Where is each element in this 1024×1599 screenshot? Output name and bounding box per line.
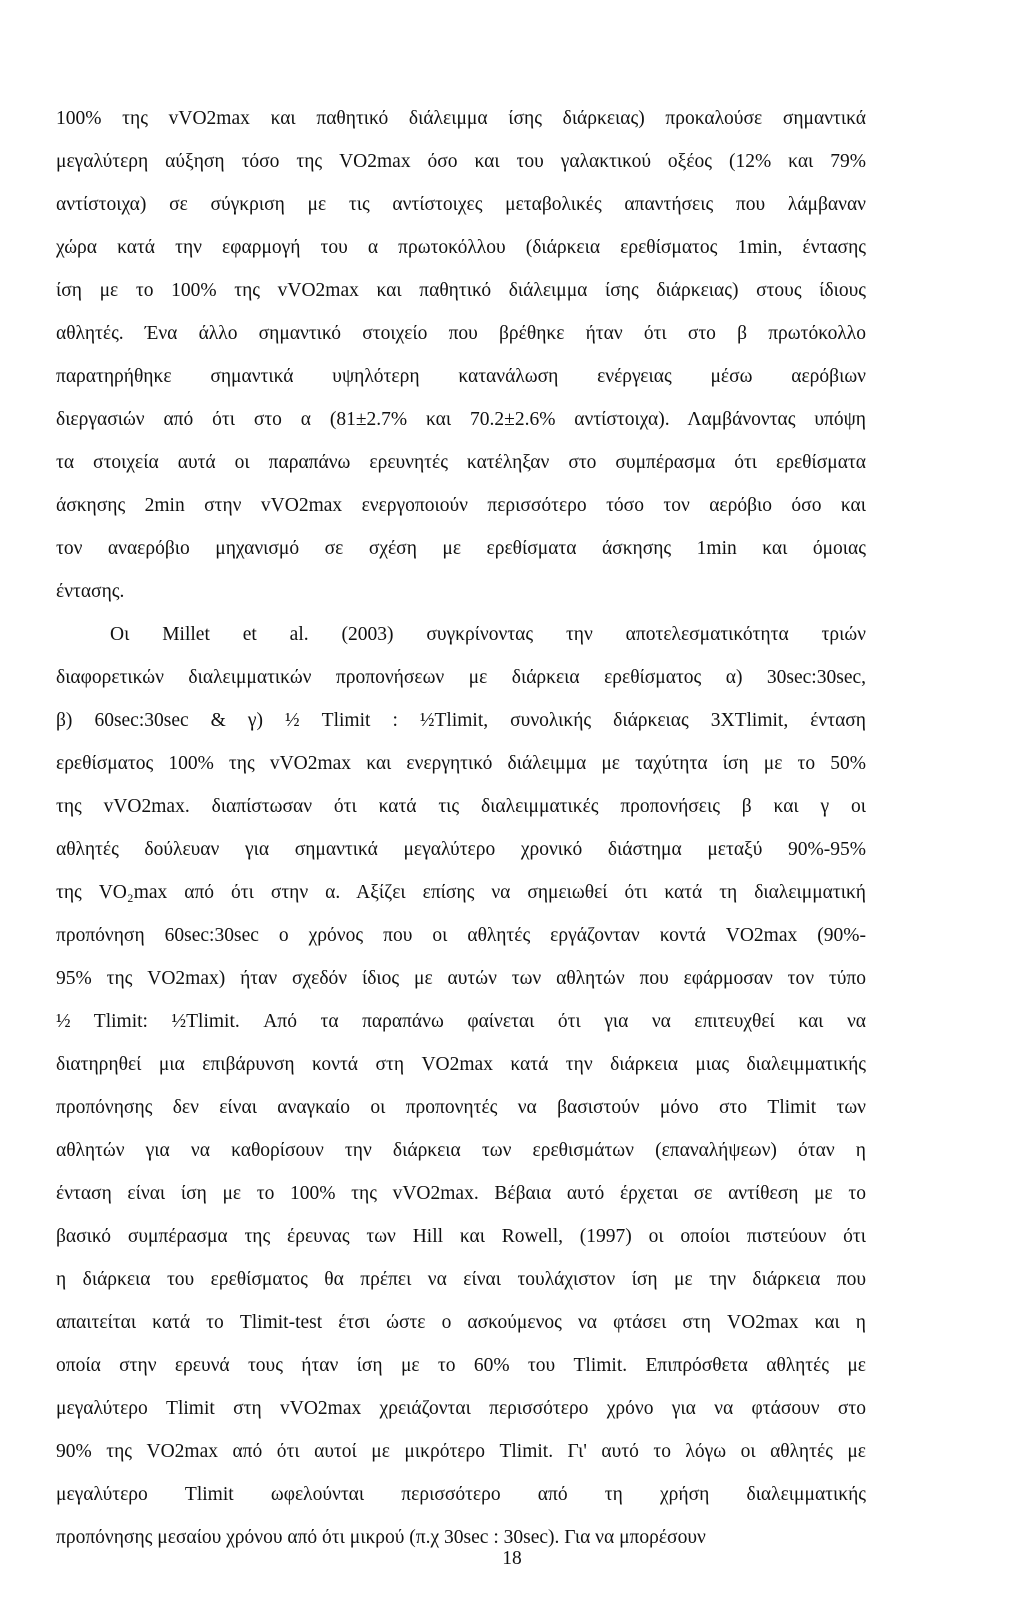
text-line-23: διατηρηθεί μια επιβάρυνση κοντά στη VO2max κατά την διάρκεια μιας διαλειμματικής bbox=[56, 1054, 866, 1075]
text-line-16: ερεθίσματος 100% της vVO2max και ενεργητικό διάλειμμα με ταχύτητα ίση με το 50% bbox=[56, 753, 866, 774]
text-line-10: άσκησης 2min στην vVO2max ενεργοποιούν περισσότερο τόσο τον αερόβιο όσο και bbox=[56, 495, 866, 516]
text-line-26: ένταση είναι ίση με το 100% της vVO2max. Βέβαια αυτό έρχεται σε αντίθεση με το bbox=[56, 1183, 866, 1204]
text-line-30: οποία στην ερευνά τους ήταν ίση με το 60% του Tlimit. Επιπρόσθετα αθλητές με bbox=[56, 1355, 866, 1376]
text-line-28: η διάρκεια του ερεθίσματος θα πρέπει να είναι τουλάχιστον ίση με την διάρκεια που bbox=[56, 1269, 866, 1290]
text-line-22: ½ Tlimit: ½Tlimit. Από τα παραπάνω φαίνεται ότι για να επιτευχθεί και να bbox=[56, 1011, 866, 1032]
text-line-24: προπόνησης δεν είναι αναγκαίο οι προπονητές να βασιστούν μόνο στο Tlimit των bbox=[56, 1097, 866, 1118]
text-line-29: απαιτείται κατά το Tlimit-test έτσι ώστε ο ασκούμενος να φτάσει στη VO2max και η bbox=[56, 1312, 866, 1333]
text-line-2: μεγαλύτερη αύξηση τόσο της VO2max όσο και του γαλακτικού οξέος (12% και 79% bbox=[56, 151, 866, 172]
text-line-19: της VO₂max από ότι στην α. Αξίζει επίσης να σημειωθεί ότι κατά τη διαλειμματική bbox=[56, 882, 866, 903]
text-line-8: διεργασιών από ότι στο α (81±2.7% και 70.2±2.6% αντίστοιχα). Λαμβάνοντας υπόψη bbox=[56, 409, 866, 430]
text-line-14: διαφορετικών διαλειμματικών προπονήσεων με διάρκεια ερεθίσματος α) 30sec:30sec, bbox=[56, 667, 866, 688]
text-line-9: τα στοιχεία αυτά οι παραπάνω ερευνητές κατέληξαν στο συμπέρασμα ότι ερεθίσματα bbox=[56, 452, 866, 473]
text-line-7: παρατηρήθηκε σημαντικά υψηλότερη κατανάλωση ενέργειας μέσω αερόβιων bbox=[56, 366, 866, 387]
text-line-17: της vVO2max. διαπίστωσαν ότι κατά τις διαλειμματικές προπονήσεις β και γ οι bbox=[56, 796, 866, 817]
text-line-1: 100% της vVO2max και παθητικό διάλειμμα ίσης διάρκειας) προκαλούσε σημαντικά bbox=[56, 108, 866, 129]
text-line-11: τον αναερόβιο μηχανισμό σε σχέση με ερεθίσματα άσκησης 1min και όμοιας bbox=[56, 538, 866, 559]
text-line-6: αθλητές. Ένα άλλο σημαντικό στοιχείο που βρέθηκε ήταν ότι στο β πρωτόκολλο bbox=[56, 323, 866, 344]
text-line-18: αθλητές δούλευαν για σημαντικά μεγαλύτερο χρονικό διάστημα μεταξύ 90%-95% bbox=[56, 839, 866, 860]
text-line-15: β) 60sec:30sec & γ) ½ Tlimit : ½Tlimit, συνολικής διάρκειας 3XTlimit, ένταση bbox=[56, 710, 866, 731]
text-line-5: ίση με το 100% της vVO2max και παθητικό διάλειμμα ίσης διάρκειας) στους ίδιους bbox=[56, 280, 866, 301]
text-line-25: αθλητών για να καθορίσουν την διάρκεια των ερεθισμάτων (επαναλήψεων) όταν η bbox=[56, 1140, 866, 1161]
page-number: 18 bbox=[502, 1548, 522, 1569]
text-line-13: Οι Millet et al. (2003) συγκρίνοντας την αποτελεσματικότητα τριών bbox=[110, 624, 866, 645]
text-line-32: 90% της VO2max από ότι αυτοί με μικρότερο Tlimit. Γι' αυτό το λόγω οι αθλητές με bbox=[56, 1441, 866, 1462]
text-line-31: μεγαλύτερο Tlimit στη vVO2max χρειάζονται περισσότερο χρόνο για να φτάσουν στο bbox=[56, 1398, 866, 1419]
text-line-21: 95% της VO2max) ήταν σχεδόν ίδιος με αυτών των αθλητών που εφάρμοσαν τον τύπο bbox=[56, 968, 866, 989]
text-line-33: μεγαλύτερο Tlimit ωφελούνται περισσότερο από τη χρήση διαλειμματικής bbox=[56, 1484, 866, 1505]
text-line-12: έντασης. bbox=[56, 581, 125, 602]
text-line-27: βασικό συμπέρασμα της έρευνας των Hill και Rowell, (1997) οι οποίοι πιστεύουν ότι bbox=[56, 1226, 866, 1247]
text-line-4: χώρα κατά την εφαρμογή του α πρωτοκόλλου (διάρκεια ερεθίσματος 1min, έντασης bbox=[56, 237, 866, 258]
text-line-34: προπόνησης μεσαίου χρόνου από ότι μικρού (π.χ 30sec : 30sec). Για να μπορέσουν bbox=[56, 1527, 706, 1548]
text-line-20: προπόνηση 60sec:30sec ο χρόνος που οι αθλητές εργάζονταν κοντά VO2max (90%- bbox=[56, 925, 866, 946]
text-line-3: αντίστοιχα) σε σύγκριση με τις αντίστοιχες μεταβολικές απαντήσεις που λάμβαναν bbox=[56, 194, 866, 215]
